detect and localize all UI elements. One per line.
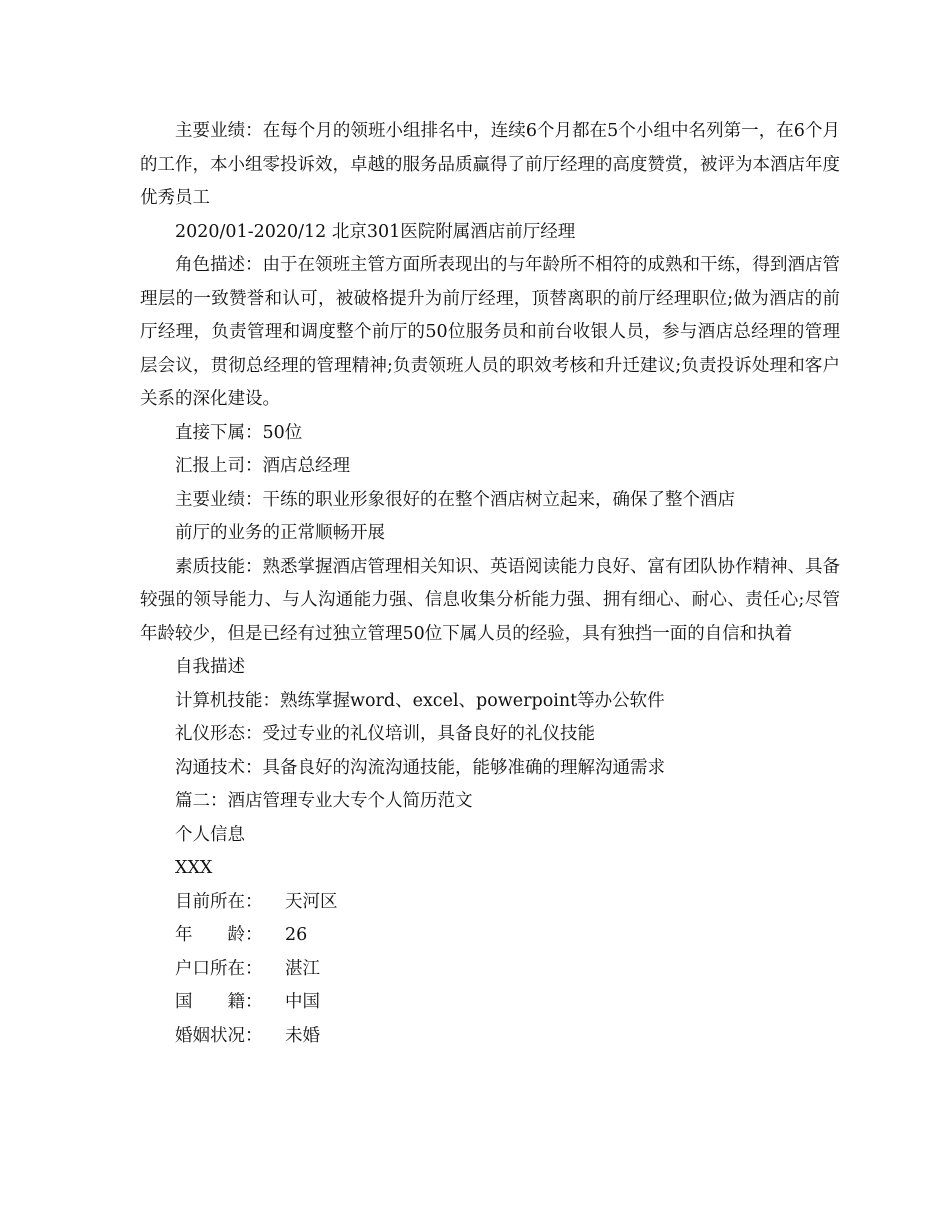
name-line: XXX [175, 858, 213, 878]
info-colon: ： [245, 891, 263, 912]
job-period-heading: 2020/01-2020/12 北京301医院附属酒店前厅经理 [175, 221, 576, 242]
self-description-heading: 自我描述 [175, 657, 245, 677]
skills-paragraph: 素质技能：熟悉掌握酒店管理相关知识、英语阅读能力良好、富有团队协作精神、具备较强的领导能力、与人沟通能力强、信息收集分析能力强、拥有细心、耐心、责任心;尽管年龄较少，但是已经有过独立管理50位下属人员的经验，具有独挡一面的自信和执着 [140, 556, 840, 644]
info-key: 国 籍 [175, 992, 245, 1012]
info-value: 未婚 [285, 1025, 320, 1046]
info-value: 中国 [285, 992, 320, 1012]
document-page [140, 115, 840, 1053]
info-colon: ： [245, 992, 263, 1012]
direct-reports-line: 直接下属：50位 [175, 422, 303, 443]
info-value: 天河区 [285, 891, 338, 912]
info-colon: ： [245, 958, 263, 979]
etiquette-line: 礼仪形态：受过专业的礼仪培训，具备良好的礼仪技能 [175, 724, 595, 744]
info-row-location [140, 886, 840, 920]
reports-to-line: 汇报上司：酒店总经理 [175, 456, 350, 476]
communication-line: 沟通技术：具备良好的沟流沟通技能，能够准确的理解沟通需求 [175, 757, 665, 778]
achievement-paragraph: 主要业绩：在每个月的领班小组排名中，连续6个月都在5个小组中名列第一，在6个月的工作，本小组零投诉效，卓越的服务品质赢得了前厅经理的高度赞赏，被评为本酒店年度优秀员工 [140, 121, 840, 208]
info-colon: ： [245, 1025, 263, 1046]
personal-info-heading: 个人信息 [175, 824, 245, 845]
info-key: 年 龄 [175, 925, 245, 945]
section-two-title: 篇二：酒店管理专业大专个人简历范文 [175, 791, 473, 811]
info-row-hukou [140, 953, 840, 987]
info-key: 婚 姻 状 况 [175, 1025, 245, 1046]
achievement-line-1: 主要业绩：干练的职业形象很好的在整个酒店树立起来，确保了整个酒店 [175, 489, 735, 510]
info-value: 26 [285, 925, 308, 945]
info-value: 湛江 [285, 958, 320, 979]
info-colon: ： [245, 925, 263, 945]
info-row-marital [140, 1020, 840, 1054]
computer-skills-line: 计算机技能：熟练掌握word、excel、powerpoint等办公软件 [175, 690, 665, 711]
info-row-age [140, 919, 840, 953]
info-key: 目 前 所 在 [175, 891, 245, 912]
info-key: 户 口 所 在 [175, 958, 245, 979]
achievement-line-2: 前厅的业务的正常顺畅开展 [175, 523, 385, 543]
info-row-nationality [140, 986, 840, 1020]
role-description-paragraph: 角色描述：由于在领班主管方面所表现出的与年龄所不相符的成熟和干练，得到酒店管理层的一致赞誉和认可，被破格提升为前厅经理，顶替离职的前厅经理职位;做为酒店的前厅经理，负责管理和调度整个前厅的50位服务员和前台收银人员，参与酒店总经理的管理层会议，贯彻总经理的管理精神;负责领班人员的职效考核和升迁建议;负责投诉处理和客户关系的深化建设。 [140, 255, 840, 409]
